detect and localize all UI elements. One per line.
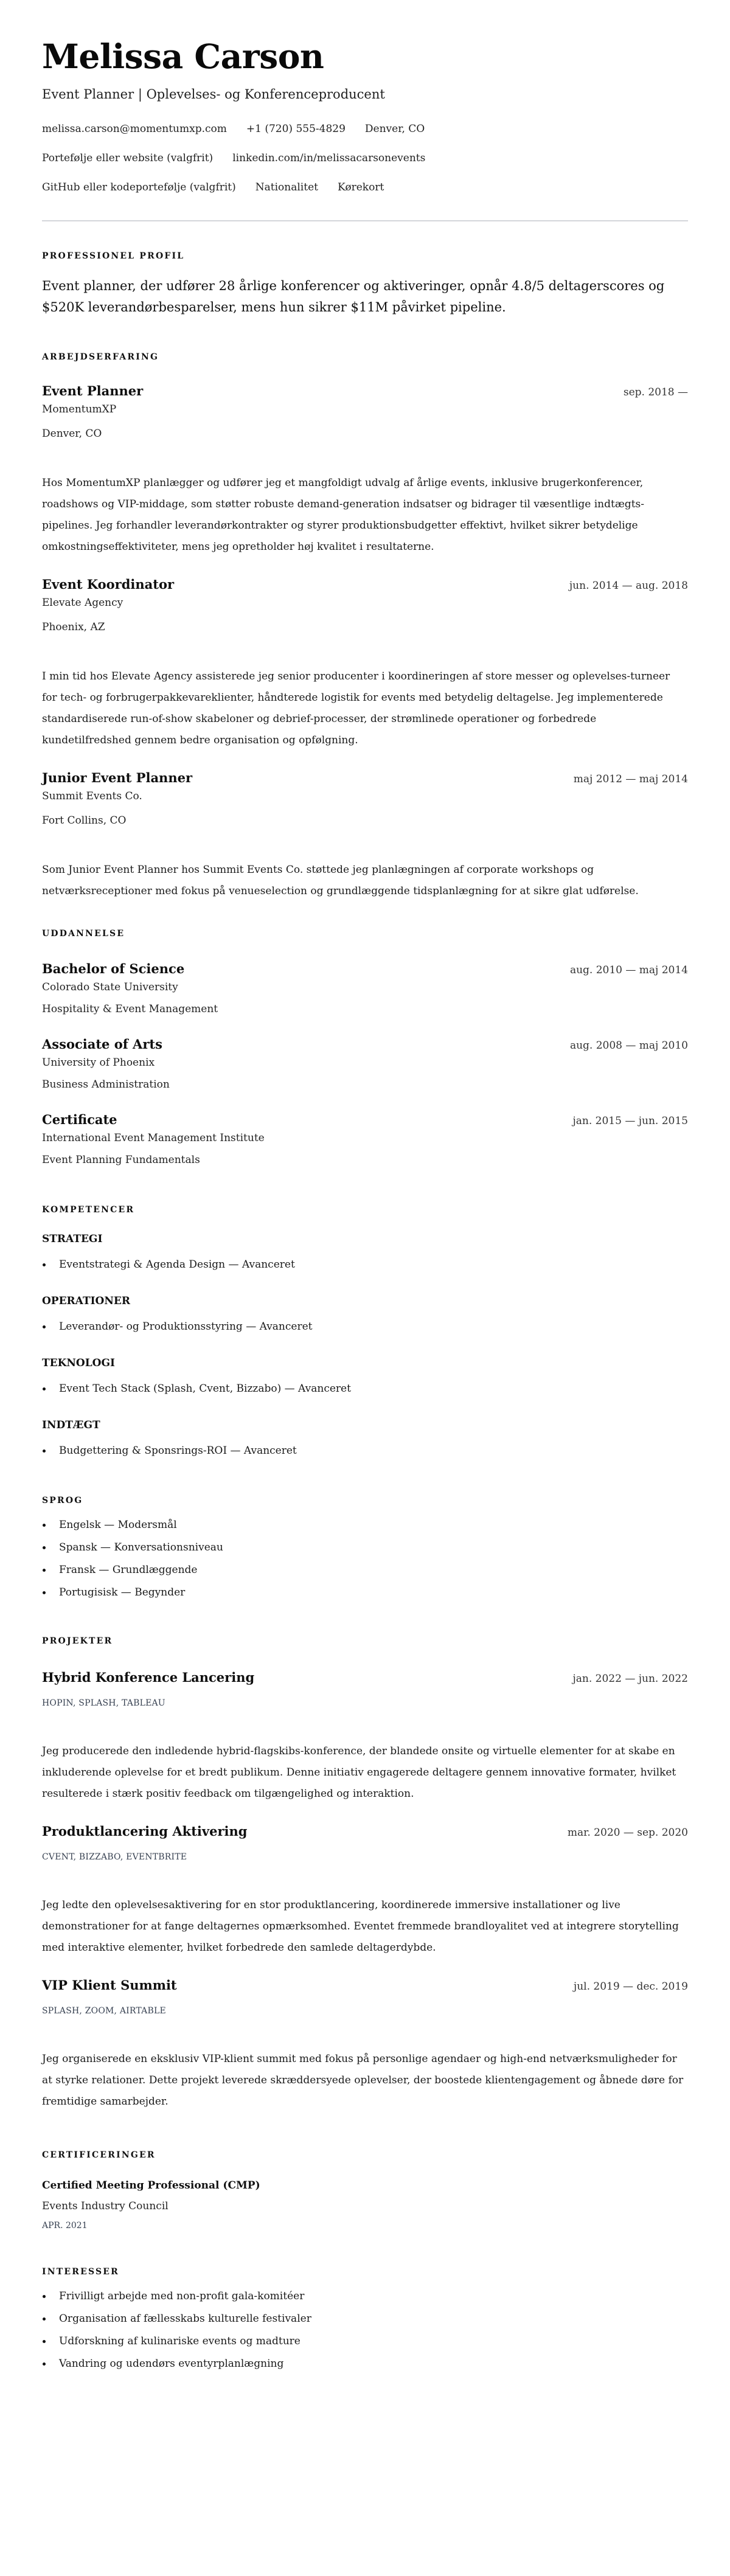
- section-title-certifications: CERTIFICERINGER: [42, 2150, 156, 2160]
- email-link[interactable]: melissa.carson@momentumxp.com: [42, 123, 227, 135]
- section-title-skills: KOMPETENCER: [42, 1205, 135, 1215]
- job-description: Hos MomentumXP planlægger og udfører jeg et mangfoldigt udvalg af årlige events, inklusive brugerkonferencer, roadshows og VIP-middage, som støtter robuste demand-generation indsatser og bidrager til væsentlige indtægts-pipelines. Jeg forhandler leverandørkontrakter og styrer produktionsbudgetter effektivt, hvilket sikrer betydelige omkostningseffektiviteter, mens jeg opretholder høj kvalitet i resultaterne.: [42, 477, 644, 553]
- skill-group: [42, 1418, 688, 1458]
- github-link[interactable]: GitHub eller kodeportefølje (valgfrit): [42, 181, 236, 193]
- project-description: Jeg organiserede en eksklusiv VIP-klient summit med fokus på personlige agendaer og high-end netværksmuligheder for at styrke relationer. Dette projekt leverede skræddersyede oplevelser, der boostede klientengagement og åbnede døre for fremtidige samarbejder.: [42, 2053, 684, 2108]
- skill-item: Leverandør- og Produktionsstyring — Avanceret: [42, 1319, 688, 1334]
- linkedin-link[interactable]: linkedin.com/in/melissacarsonevents: [232, 152, 426, 164]
- portfolio-link[interactable]: Portefølje eller website (valgfrit): [42, 152, 214, 164]
- section-title-interests: INTERESSER: [42, 2267, 119, 2277]
- bullet-icon: [43, 1325, 46, 1328]
- bullet-icon: [43, 2295, 46, 2298]
- bullet-icon: [43, 2362, 46, 2366]
- bullet-icon: [43, 1449, 46, 1453]
- field-of-study: Business Administration: [42, 1078, 170, 1091]
- project-title: Hybrid Konference Lancering: [42, 1670, 255, 1685]
- education-entry: [42, 960, 688, 1016]
- bullet-icon: [43, 1263, 46, 1266]
- certification-issuer: Events Industry Council: [42, 2200, 169, 2212]
- degree-title: Associate of Arts: [42, 1036, 162, 1052]
- skill-category: TEKNOLOGI: [42, 1357, 115, 1369]
- experience-entry: [42, 769, 688, 902]
- job-description: I min tid hos Elevate Agency assisterede jeg senior producenter i koordineringen af store messer og oplevelses-turneer for tech- og forbrugerpakkevareklienter, håndterede logistik for events med betydelig deltagelse. Jeg implementerede standardiserede run-of-show skabeloner og debrief-processer, der strømlinede operationer og forbedrede kundetilfredshed gennem bedre organisation og opfølgning.: [42, 670, 670, 746]
- profile-section: [42, 250, 688, 318]
- contact-row-2: [42, 151, 688, 165]
- project-entry: [42, 1669, 688, 1805]
- education-section: [42, 928, 688, 1167]
- skill-group: [42, 1356, 688, 1396]
- bullet-icon: [43, 1591, 46, 1594]
- job-dates: maj 2012 — maj 2014: [573, 773, 688, 785]
- nationality-text: Nationalitet: [255, 181, 318, 193]
- section-title-projects: PROJEKTER: [42, 1636, 113, 1646]
- project-tech: SPLASH, ZOOM, AIRTABLE: [42, 2006, 166, 2016]
- project-description: Jeg ledte den oplevelsesaktivering for en stor produktlancering, koordinerede immersive installationer og live demonstrationer for at fange deltagernes opmærksomhed. Eventet fremmede brandloyalitet ved at integrere storytelling med interaktive elementer, hvilket forbedrede den samlede deltagerdybde.: [42, 1899, 679, 1954]
- bullet-icon: [43, 2340, 46, 2343]
- company-name: Summit Events Co.: [42, 790, 142, 802]
- school-name: International Event Management Institute: [42, 1132, 265, 1144]
- resume-header: [42, 36, 688, 195]
- experience-entry: [42, 576, 688, 751]
- skill-item: Budgettering & Sponsrings-ROI — Avanceret: [42, 1443, 688, 1458]
- education-dates: jan. 2015 — jun. 2015: [572, 1115, 688, 1127]
- headline: Event Planner | Oplevelses- og Konferenceproducent: [42, 87, 385, 102]
- project-entry: [42, 1977, 688, 2113]
- certification-date: APR. 2021: [42, 2221, 88, 2231]
- degree-title: Certificate: [42, 1112, 117, 1127]
- skill-category: STRATEGI: [42, 1233, 103, 1245]
- experience-entry: [42, 383, 688, 558]
- degree-title: Bachelor of Science: [42, 961, 185, 976]
- project-tech: CVENT, BIZZABO, EVENTBRITE: [42, 1852, 187, 1862]
- languages-section: [42, 1495, 688, 1600]
- interest-item: Frivilligt arbejde med non-profit gala-komitéer: [42, 2289, 688, 2303]
- certification-entry: [42, 2178, 688, 2232]
- job-location: Denver, CO: [42, 428, 102, 440]
- bullet-icon: [43, 1569, 46, 1572]
- job-title: Event Planner: [42, 383, 144, 398]
- phone-text: +1 (720) 555-4829: [246, 123, 346, 135]
- project-dates: mar. 2020 — sep. 2020: [567, 1827, 688, 1839]
- skill-group: [42, 1294, 688, 1334]
- project-dates: jul. 2019 — dec. 2019: [573, 1981, 688, 1993]
- bullet-icon: [43, 1387, 46, 1390]
- language-item: Engelsk — Modersmål: [42, 1518, 688, 1532]
- section-title-profile: PROFESSIONEL PROFIL: [42, 251, 185, 261]
- bullet-icon: [43, 2317, 46, 2321]
- project-dates: jan. 2022 — jun. 2022: [572, 1673, 688, 1685]
- job-dates: jun. 2014 — aug. 2018: [569, 580, 688, 592]
- header-divider: [42, 220, 688, 221]
- bullet-icon: [43, 1546, 46, 1549]
- education-dates: aug. 2008 — maj 2010: [569, 1040, 688, 1052]
- candidate-name: Melissa Carson: [42, 36, 324, 76]
- profile-summary: Event planner, der udfører 28 årlige konferencer og aktiveringer, opnår 4.8/5 deltagerscores og $520K leverandørbesparelser, mens hun sikrer $11M påvirket pipeline.: [42, 279, 665, 314]
- company-name: Elevate Agency: [42, 597, 123, 609]
- certifications-section: [42, 2149, 688, 2232]
- school-name: University of Phoenix: [42, 1057, 155, 1069]
- skill-category: OPERATIONER: [42, 1295, 130, 1307]
- skill-category: INDTÆGT: [42, 1419, 100, 1431]
- field-of-study: Hospitality & Event Management: [42, 1003, 218, 1015]
- job-description: Som Junior Event Planner hos Summit Events Co. støttede jeg planlægningen af corporate workshops og netværksreceptioner med fokus på venueselection og grundlæggende tidsplanlægning for at sikre glat udførelse.: [42, 864, 639, 897]
- field-of-study: Event Planning Fundamentals: [42, 1154, 200, 1166]
- interests-list: [42, 2289, 688, 2371]
- experience-section: [42, 351, 688, 902]
- project-description: Jeg producerede den indledende hybrid-flagskibs-konference, der blandede onsite og virtuelle elementer for at skabe en inkluderende oplevelse for et bredt publikum. Denne initiativ engagerede deltagere gennem innovative formater, hvilket resulterede i stærk positiv feedback om tilgængelighed og interaktion.: [42, 1745, 676, 1800]
- project-title: VIP Klient Summit: [42, 1977, 177, 1993]
- interest-item: Udforskning af kulinariske events og madture: [42, 2334, 688, 2349]
- education-entry: [42, 1036, 688, 1092]
- job-location: Phoenix, AZ: [42, 621, 105, 633]
- company-name: MomentumXP: [42, 403, 117, 415]
- job-dates: sep. 2018 —: [623, 386, 688, 398]
- job-title: Junior Event Planner: [42, 770, 193, 785]
- bullet-icon: [43, 1524, 46, 1527]
- section-title-education: UDDANNELSE: [42, 929, 125, 939]
- language-item: Fransk — Grundlæggende: [42, 1563, 688, 1577]
- location-text: Denver, CO: [364, 123, 425, 135]
- interest-item: Vandring og udendørs eventyrplanlægning: [42, 2356, 688, 2371]
- section-title-languages: SPROG: [42, 1496, 83, 1505]
- language-item: Portugisisk — Begynder: [42, 1585, 688, 1600]
- project-title: Produktlancering Aktivering: [42, 1824, 248, 1839]
- education-dates: aug. 2010 — maj 2014: [569, 964, 688, 976]
- contact-row-3: [42, 180, 688, 195]
- project-entry: [42, 1823, 688, 1959]
- skill-item: Eventstrategi & Agenda Design — Avanceret: [42, 1257, 688, 1272]
- certification-title: Certified Meeting Professional (CMP): [42, 2179, 260, 2192]
- school-name: Colorado State University: [42, 981, 178, 993]
- contact-row-1: [42, 122, 688, 136]
- skill-group: [42, 1232, 688, 1272]
- education-entry: [42, 1111, 688, 1167]
- project-tech: HOPIN, SPLASH, TABLEAU: [42, 1698, 165, 1708]
- interests-section: [42, 2266, 688, 2371]
- languages-list: [42, 1518, 688, 1600]
- language-item: Spansk — Konversationsniveau: [42, 1540, 688, 1555]
- skill-item: Event Tech Stack (Splash, Cvent, Bizzabo) — Avanceret: [42, 1381, 688, 1396]
- job-title: Event Koordinator: [42, 577, 175, 592]
- skills-section: [42, 1204, 688, 1458]
- job-location: Fort Collins, CO: [42, 814, 127, 827]
- section-title-experience: ARBEJDSERFARING: [42, 352, 159, 362]
- projects-section: [42, 1635, 688, 2113]
- interest-item: Organisation af fællesskabs kulturelle festivaler: [42, 2311, 688, 2326]
- drivers-license-text: Kørekort: [337, 181, 384, 193]
